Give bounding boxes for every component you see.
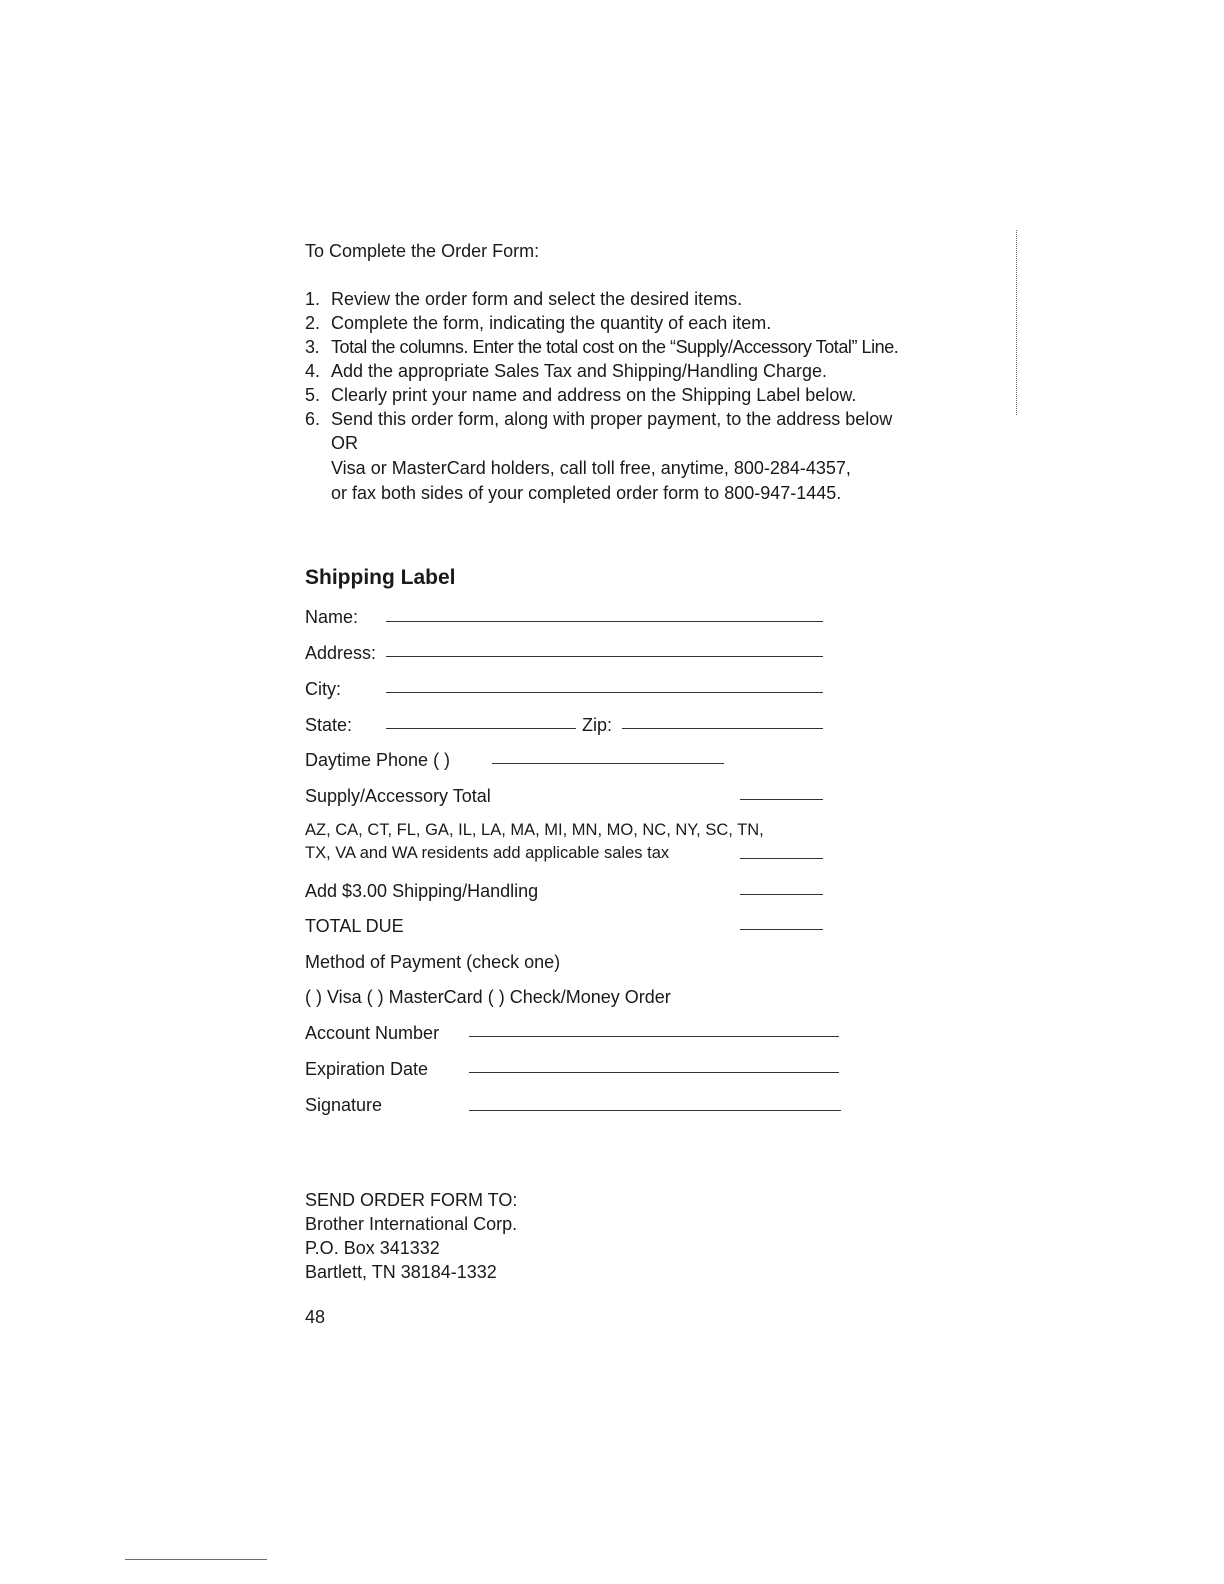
step-number: 1. xyxy=(305,289,321,309)
fax-order-text: or fax both sides of your completed order form to 800-947-1445. xyxy=(331,483,842,503)
zip-field[interactable] xyxy=(622,728,823,729)
sales-tax-field[interactable] xyxy=(740,858,823,859)
name-label: Name: xyxy=(305,607,359,627)
list-item xyxy=(305,384,856,406)
supply-total-field[interactable] xyxy=(740,799,823,800)
step-number: 2. xyxy=(305,313,321,333)
step-text: Send this order form, along with proper payment, to the address below xyxy=(331,409,893,429)
account-number-field[interactable] xyxy=(469,1036,839,1037)
list-item xyxy=(305,408,892,430)
step-number: 6. xyxy=(305,409,321,429)
supply-total-label: Supply/Accessory Total xyxy=(305,786,491,806)
list-item xyxy=(305,336,898,358)
po-box: P.O. Box 341332 xyxy=(305,1238,440,1258)
name-field[interactable] xyxy=(386,621,823,622)
step-number: 3. xyxy=(305,337,320,357)
instructions-title: To Complete the Order Form: xyxy=(305,241,540,261)
signature-label: Signature xyxy=(305,1095,383,1115)
step-text: Complete the form, indicating the quantity of each item. xyxy=(331,313,772,333)
page-number: 48 xyxy=(305,1307,326,1327)
expiration-date-field[interactable] xyxy=(469,1072,839,1073)
city-state-zip: Bartlett, TN 38184-1332 xyxy=(305,1262,497,1282)
step-number: 4. xyxy=(305,361,321,381)
shipping-handling-field[interactable] xyxy=(740,894,823,895)
or-text: OR xyxy=(331,433,358,453)
list-item xyxy=(305,288,742,310)
step-text: Clearly print your name and address on the Shipping Label below. xyxy=(331,385,857,405)
footer-rule xyxy=(125,1559,267,1560)
state-field[interactable] xyxy=(386,728,576,729)
daytime-phone-label: Daytime Phone ( ) xyxy=(305,750,451,770)
company-name: Brother International Corp. xyxy=(305,1214,518,1234)
step-text: Review the order form and select the desired items. xyxy=(331,289,743,309)
list-item xyxy=(305,360,827,382)
zip-label: Zip: xyxy=(582,715,613,735)
account-number-label: Account Number xyxy=(305,1023,440,1043)
address-field[interactable] xyxy=(386,656,823,657)
cut-line xyxy=(1016,230,1017,415)
shipping-label-heading: Shipping Label xyxy=(305,566,456,589)
city-label: City: xyxy=(305,679,341,699)
state-label: State: xyxy=(305,715,353,735)
list-item xyxy=(305,312,771,334)
step-number: 5. xyxy=(305,385,321,405)
total-due-field[interactable] xyxy=(740,929,823,930)
city-field[interactable] xyxy=(386,692,823,693)
shipping-handling-label: Add $3.00 Shipping/Handling xyxy=(305,881,539,901)
address-label: Address: xyxy=(305,643,377,663)
payment-options[interactable]: ( ) Visa ( ) MasterCard ( ) Check/Money Order xyxy=(305,987,671,1007)
total-due-label: TOTAL DUE xyxy=(305,916,404,936)
signature-field[interactable] xyxy=(469,1110,841,1111)
step-text: Total the columns. Enter the total cost on the “Supply/Accessory Total” Line. xyxy=(331,337,899,357)
send-to-heading: SEND ORDER FORM TO: xyxy=(305,1190,518,1210)
expiration-date-label: Expiration Date xyxy=(305,1059,429,1079)
daytime-phone-field[interactable] xyxy=(492,763,724,764)
step-text: Add the appropriate Sales Tax and Shipping/Handling Charge. xyxy=(331,361,828,381)
sales-tax-states: AZ, CA, CT, FL, GA, IL, LA, MA, MI, MN, MO, NC, NY, SC, TN, xyxy=(305,821,764,839)
payment-method-label: Method of Payment (check one) xyxy=(305,952,561,972)
sales-tax-label: TX, VA and WA residents add applicable sales tax xyxy=(305,844,670,862)
phone-order-text: Visa or MasterCard holders, call toll free, anytime, 800-284-4357, xyxy=(331,458,851,478)
